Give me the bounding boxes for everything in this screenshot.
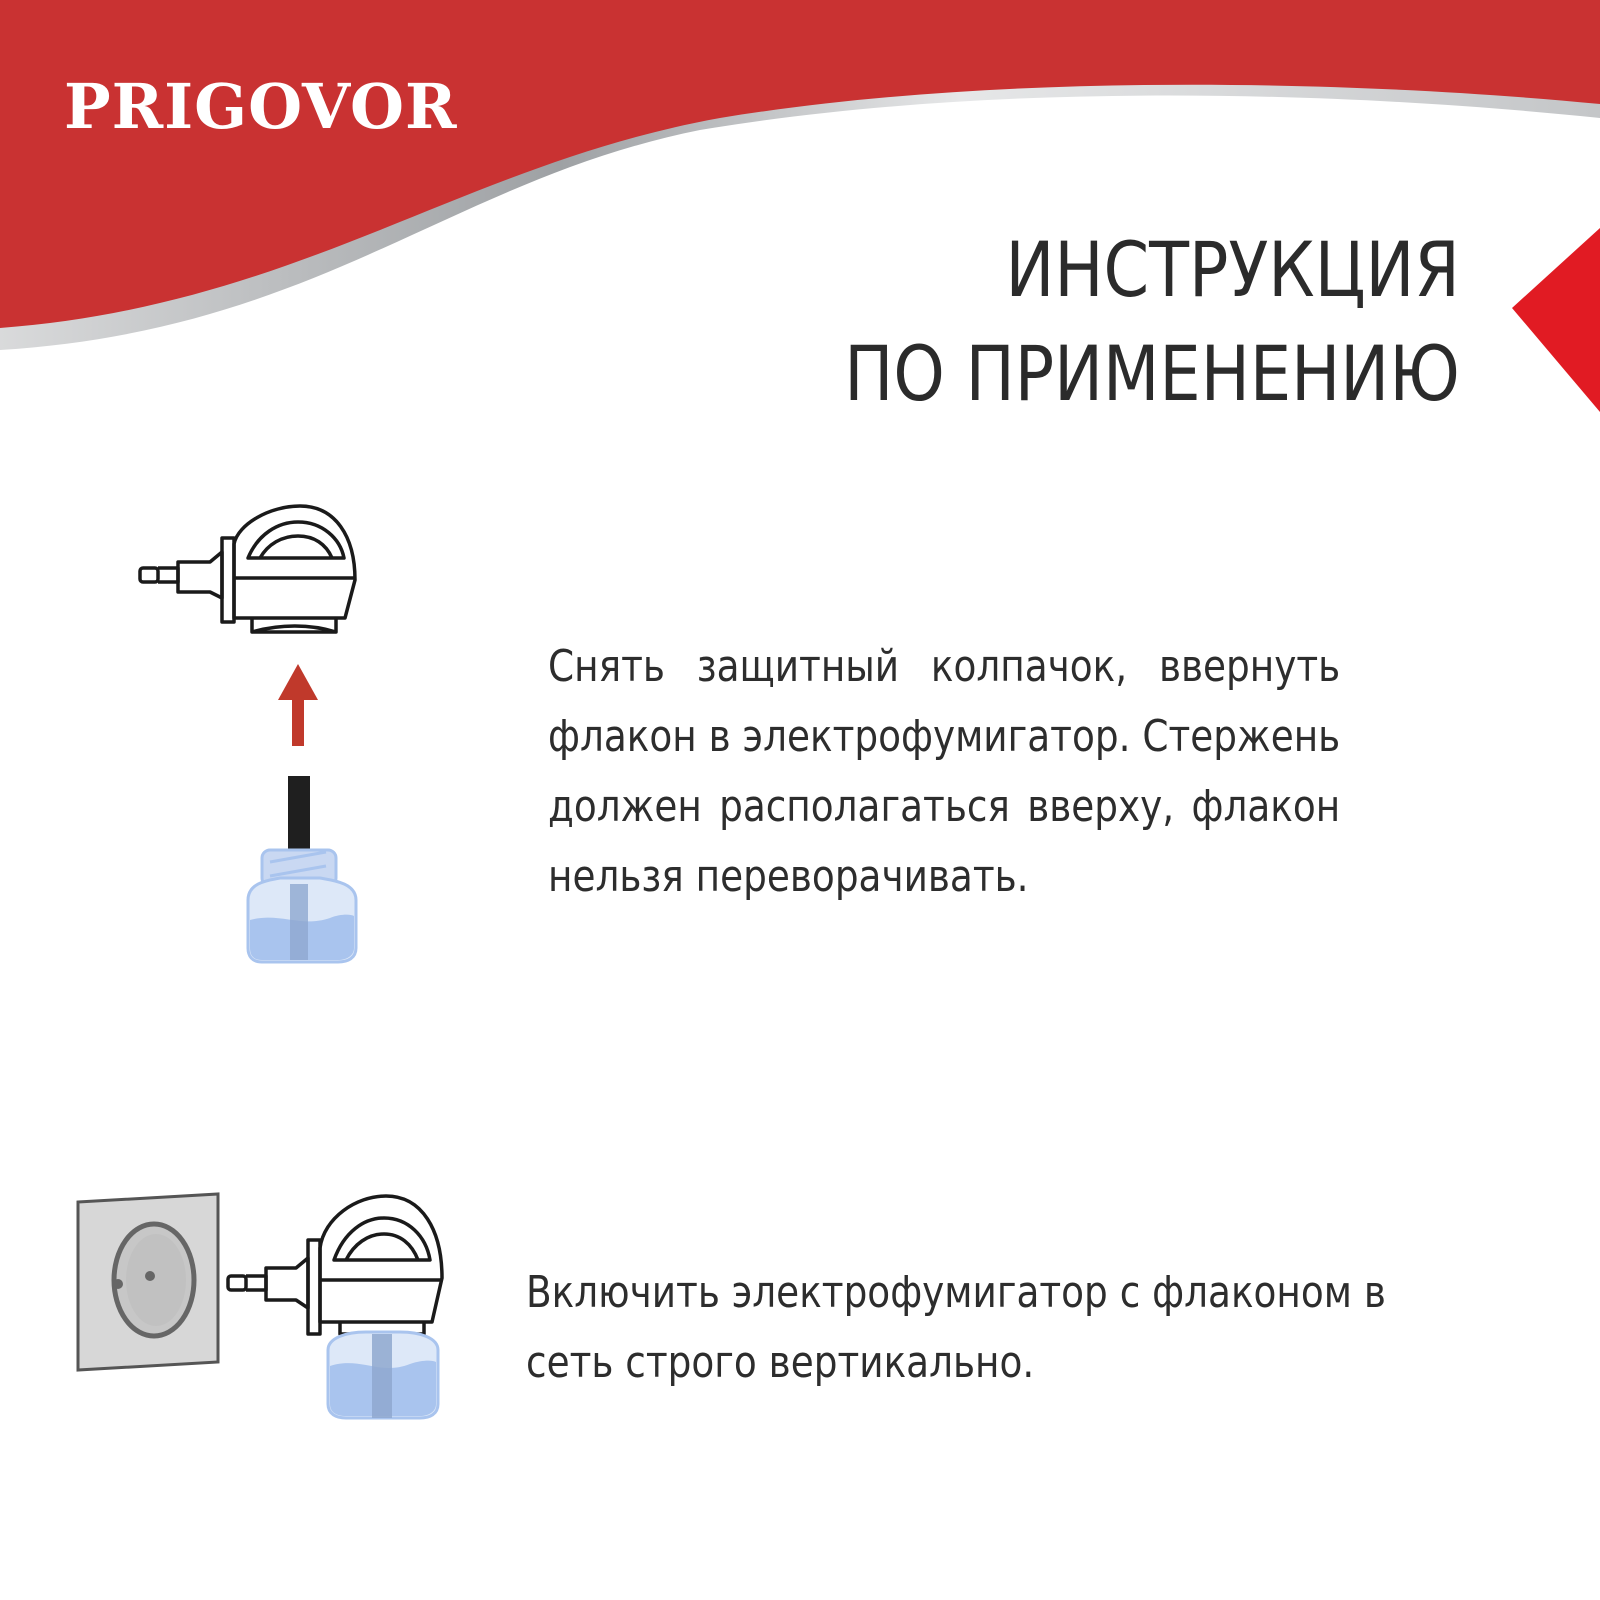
bottle-icon (248, 850, 356, 962)
page-title (844, 218, 1460, 426)
bottle-icon (328, 1332, 438, 1418)
title-line-1: ИНСТРУКЦИЯ (1005, 225, 1460, 314)
step-2-text: Включить электрофумигатор с флаконом в сеть строго вертикально. (526, 1267, 1386, 1388)
arrow-up-icon (278, 664, 318, 746)
fumigator-socket-icon (70, 1180, 470, 1440)
accent-triangle (1512, 228, 1600, 412)
brand-logo: PRIGOVOR (64, 70, 458, 143)
title-line-2: ПО ПРИМЕНЕНИЮ (844, 329, 1460, 418)
step-1-text: Снять защитный колпачок, ввернуть флакон в электрофумигатор. Стержень должен располагаться вверху, флакон нельзя переворачивать. (548, 641, 1341, 902)
socket-icon (78, 1194, 218, 1370)
fumigator-bottle-insert-icon (130, 500, 390, 1000)
